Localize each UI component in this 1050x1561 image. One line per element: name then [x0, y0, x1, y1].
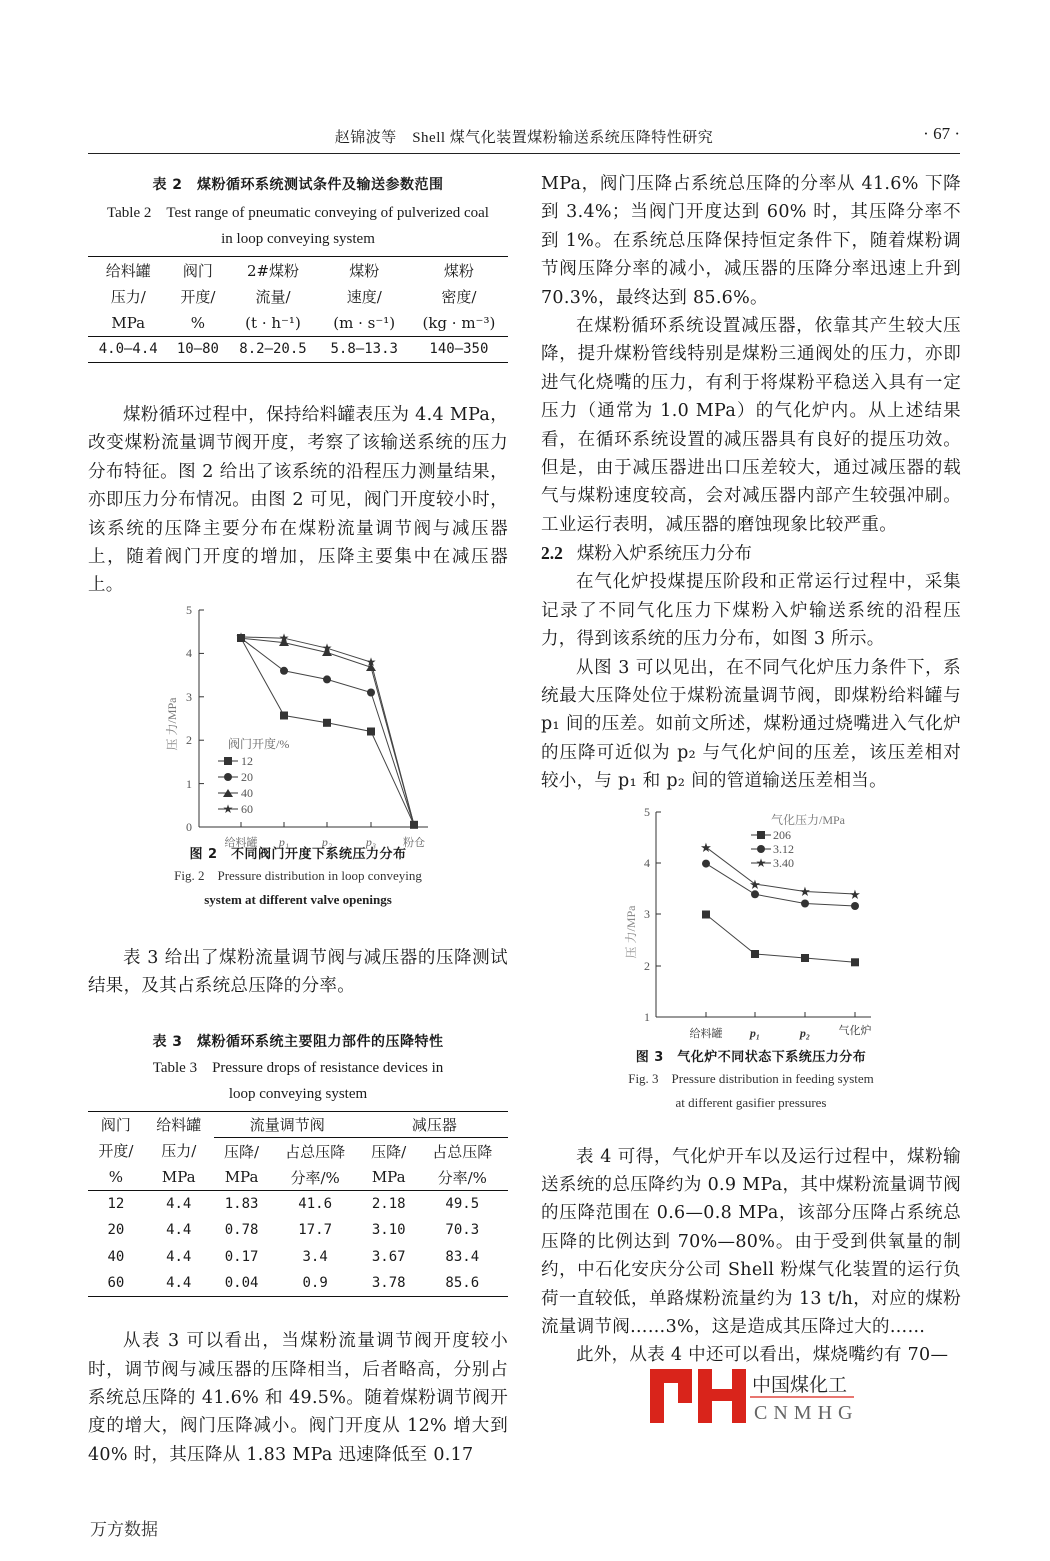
running-header: [88, 124, 960, 154]
circle-marker-icon: [280, 667, 288, 675]
th: MPa: [371, 1168, 406, 1187]
square-marker-icon: [367, 727, 375, 735]
legend-label: 3.12: [773, 841, 794, 856]
fig3-caption-cn: 图 3 气化炉不同状态下系统压力分布: [635, 1049, 867, 1065]
th: 占总压降: [432, 1142, 493, 1161]
x-tick: 给料罐: [224, 836, 258, 849]
td: 85.6: [417, 1270, 508, 1297]
section-heading: [541, 539, 961, 568]
x-tick: 给料罐: [689, 1027, 723, 1040]
x-tick: p₁: [278, 834, 290, 849]
paragraph: 表 3 给出了煤粉流量调节阀与减压器的压降测试结果，及其占系统总压降的分率。: [88, 947, 508, 997]
star-marker-icon: ★: [700, 839, 712, 855]
circle-marker-icon: [702, 859, 710, 867]
square-marker-icon: [280, 711, 288, 719]
table3: [88, 1111, 508, 1298]
td: 41.6: [269, 1191, 360, 1218]
td: 3.78: [361, 1270, 417, 1297]
td: 140—350: [410, 336, 508, 363]
legend-label: 60: [241, 801, 253, 816]
paragraph: 从表 3 可以看出，当煤粉流量调节阀开度较小时，调节阀与减压器的压降相当，后者略高，分别占系统总压降的 41.6% 和 49.5%。随着煤粉调节阀开度的增大，阀门压降减小。阀门开度从 12% 增大到 40% 时，其压降从 1.83 MPa 迅速降低至 0.17: [88, 1331, 508, 1465]
y-axis-label: 压 力/MPa: [165, 697, 179, 751]
square-marker-icon: [801, 954, 809, 962]
table-row: [88, 1244, 508, 1271]
td: 4.4: [144, 1191, 214, 1218]
legend-title: 阀门开度/%: [228, 736, 290, 751]
table-header-row: [88, 257, 508, 284]
th: 开度/: [180, 287, 216, 306]
y-tick: 4: [186, 645, 192, 660]
y-tick: 3: [644, 906, 650, 921]
series-40-line: [241, 638, 414, 825]
running-title: 赵锦波等 Shell 煤气化装置煤粉输送系统压降特性研究: [334, 130, 714, 146]
td: 1.83: [214, 1191, 270, 1218]
table-header-row: [88, 1111, 508, 1138]
x-tick: p₃: [365, 834, 377, 849]
y-tick: 4: [644, 855, 650, 870]
table3-caption-cn: 表 3 煤粉循环系统主要阻力部件的压降特性: [152, 1033, 444, 1050]
page-number: · 67 ·: [923, 124, 960, 143]
td: 4.4: [144, 1270, 214, 1297]
x-tick: p₂: [321, 834, 333, 849]
fig2-caption-en-1: Fig. 2 Pressure distribution in loop conveying: [174, 867, 422, 883]
y-tick: 2: [186, 732, 192, 747]
td: 40: [107, 1248, 125, 1265]
y-tick: 2: [644, 958, 650, 973]
circle-marker-icon: [757, 845, 765, 853]
y-tick: 5: [186, 602, 192, 617]
td: 0.78: [224, 1222, 259, 1239]
td: 3.67: [371, 1248, 406, 1265]
square-marker-icon: [323, 719, 331, 727]
table2-caption-en-1: Table 2 Test range of pneumatic conveying of pulverized coal: [107, 205, 489, 221]
paragraph: 在煤粉循环系统设置减压器，依靠其产生较大压降，提升煤粉管线特别是煤粉三通阀处的压力，亦即进气化烧嘴的压力，有利于将煤粉平稳送入具有一定压力（通常为 1.0 MPa）的气化炉内。从上述结果看，在循环系统设置的减压器具有良好的提压功效。但是，由于减压器进出口压差较大，通过减压器的载气与煤粉速度较高，会对减压器内部产生较强冲刷。工业运行表明，减压器的磨蚀现象比较严重。: [541, 316, 961, 535]
td: 0.9: [269, 1270, 360, 1297]
y-axis-label: 压 力/MPa: [624, 905, 638, 959]
th: 占总压降: [285, 1142, 346, 1161]
table-header-row: [88, 1138, 508, 1165]
table-header-row: [88, 283, 508, 310]
legend-label: 20: [241, 769, 253, 784]
th: 压降/: [371, 1142, 407, 1161]
fig3-chart: [541, 802, 961, 1042]
td: 8.2—20.5: [227, 336, 318, 363]
series-206-line: [706, 914, 855, 962]
th: 分率/%: [437, 1168, 487, 1187]
square-marker-icon: [851, 958, 859, 966]
table-row: [88, 1217, 508, 1244]
td: 4.4: [166, 1222, 192, 1239]
td: 60: [88, 1270, 144, 1297]
star-marker-icon: ★: [749, 876, 761, 892]
legend-label: 3.40: [773, 855, 794, 870]
x-tick: p₁: [749, 1025, 761, 1040]
table-header-row: [88, 310, 508, 337]
square-marker-icon: [702, 910, 710, 918]
th: (t · h⁻¹): [245, 313, 301, 332]
th: %: [108, 1168, 123, 1187]
fig2-chart: [88, 602, 508, 849]
star-marker-icon: ★: [321, 640, 333, 655]
th: 给料罐: [144, 1111, 214, 1138]
legend-title: 气化压力/MPa: [771, 812, 846, 827]
th: 压力/: [161, 1142, 197, 1161]
th: 压力/: [110, 287, 146, 306]
x-tick: 气化炉: [838, 1024, 872, 1037]
td: 12: [88, 1191, 144, 1218]
legend-label: 206: [773, 827, 791, 842]
th-group: 流量调节阀: [214, 1111, 361, 1138]
paragraph: 在气化炉投煤提压阶段和正常运行过程中，采集记录了不同气化压力下煤粉入炉输送系统的沿程压力，得到该系统的压力分布，如图 3 所示。: [541, 572, 961, 650]
table-row: [88, 1270, 508, 1297]
table3-caption-en-2: loop conveying system: [228, 1085, 368, 1102]
legend-label: 40: [241, 785, 253, 800]
td: 0.17: [224, 1248, 259, 1265]
x-tick: p₂: [799, 1025, 811, 1040]
fig2-caption-en-2: system at different valve openings: [204, 891, 392, 907]
th-group: 减压器: [361, 1111, 508, 1138]
y-tick: 0: [186, 819, 192, 834]
td: 20: [107, 1222, 125, 1239]
th: MPa: [161, 1168, 196, 1187]
table2-caption-en-2: in loop conveying system: [221, 231, 375, 247]
star-marker-icon: ★: [755, 855, 767, 870]
x-tick: 粉仓: [403, 836, 425, 849]
section-title: 煤粉入炉系统压力分布: [576, 544, 752, 565]
left-column: [88, 170, 508, 1469]
th: 2#煤粉: [227, 257, 318, 284]
watermark-en: CNMHG: [754, 1402, 859, 1424]
th: 煤粉: [319, 257, 410, 284]
th: (m · s⁻¹): [333, 313, 396, 332]
y-tick: 1: [644, 1009, 650, 1024]
table-row: [88, 336, 508, 363]
paragraph: 从图 3 可以见出，在不同气化炉压力条件下，系统最大压降处位于煤粉流量调节阀，即煤粉给料罐与 p₁ 间的压差。如前文所述，煤粉通过烧嘴进入气化炉的压降可近似为 p₂ 与气化炉间的压差，该压差相对较小，与 p₁ 和 p₂ 间的管道输送压差相当。: [541, 657, 961, 792]
paragraph: 此外，从表 4 中还可以看出，煤烧嘴约有 70—: [576, 1345, 949, 1366]
fig3-caption-en-2: at different gasifier pressures: [675, 1094, 827, 1110]
td: 4.4: [166, 1248, 192, 1265]
th: %: [190, 313, 206, 332]
td: 4.0—4.4: [88, 336, 168, 363]
fig3-legend: [751, 812, 846, 870]
th: 煤粉: [410, 257, 508, 284]
square-marker-icon: [224, 757, 232, 765]
paragraph: MPa，阀门压降占系统总压降的分率从 41.6% 下降到 3.4%；当阀门开度达到 60% 时，其压降分率不到 1%。在系统总压降保持恒定条件下，随着煤粉调节阀压降分率的减小，减压器的压降分率迅速上升到 70.3%，最终达到 85.6%。: [541, 174, 961, 308]
watermark-logo: [648, 1367, 888, 1427]
y-tick: 3: [186, 689, 192, 704]
th: 阀门: [168, 257, 227, 284]
cnmhg-logo-icon: [648, 1367, 888, 1427]
th: 分率/%: [290, 1168, 340, 1187]
th: 阀门: [88, 1111, 144, 1138]
legend-label: 12: [241, 753, 253, 768]
th: (kg · m⁻³): [422, 313, 496, 332]
table-header-row: [88, 1164, 508, 1191]
td: 70.3: [445, 1222, 480, 1239]
star-marker-icon: ★: [799, 883, 811, 899]
table3-caption-en-1: Table 3 Pressure drops of resistance devices in: [152, 1059, 444, 1076]
square-marker-icon: [751, 950, 759, 958]
th: 流量/: [255, 287, 291, 306]
th: 开度/: [98, 1142, 134, 1161]
right-column: [541, 170, 961, 1370]
table2: [88, 256, 508, 363]
paragraph: 表 4 可得，气化炉开车以及运行过程中，煤粉输送系统的总压降约为 0.9 MPa，其中煤粉流量调节阀的压降范围在 0.6—0.8 MPa，该部分压降占系统总压降的比例达到 70%—80%。由于受到供氧量的制约，中石化安庆分公司 Shell 粉煤气化装置的运行负荷一直较低，单路煤粉流量约为 13 t/h，对应的煤粉流量调节阀……3%，这是造成其压降过大的……: [541, 1146, 961, 1337]
star-marker-icon: ★: [235, 629, 247, 644]
th: 速度/: [346, 287, 382, 306]
square-marker-icon: [410, 821, 418, 829]
td: 5.8—13.3: [319, 336, 410, 363]
td: 3.4: [302, 1248, 328, 1265]
td: 2.18: [361, 1191, 417, 1218]
th: 给料罐: [88, 257, 168, 284]
section-number: 2.2: [541, 543, 563, 564]
fig2-caption-cn: 图 2 不同阀门开度下系统压力分布: [189, 846, 407, 862]
paragraph: 煤粉循环过程中，保持给料罐表压为 4.4 MPa，改变煤粉流量调节阀开度，考察了该输送系统的压力分布特征。图 2 给出了该系统的沿程压力测量结果，亦即压力分布情况。由图 2 可见，阀门开度较小时，该系统的压降主要分布在煤粉流量调节阀与减压器上，随着阀门开度的增加，压降主要集中在减压器上。: [88, 405, 508, 596]
circle-marker-icon: [851, 902, 859, 910]
td: 17.7: [298, 1222, 332, 1239]
fig3-caption-en-1: Fig. 3 Pressure distribution in feeding system: [628, 1070, 874, 1086]
square-marker-icon: [757, 831, 765, 839]
table2-caption-cn: 表 2 煤粉循环系统测试条件及输送参数范围: [152, 177, 444, 193]
circle-marker-icon: [224, 773, 232, 781]
footer-source: 万方数据: [90, 1520, 158, 1540]
td: 0.04: [214, 1270, 270, 1297]
th: MPa: [224, 1168, 259, 1187]
circle-marker-icon: [367, 688, 375, 696]
star-marker-icon: ★: [278, 630, 290, 645]
table-row: [88, 1191, 508, 1218]
circle-marker-icon: [801, 899, 809, 907]
td: 3.10: [371, 1222, 406, 1239]
td: 83.4: [445, 1248, 480, 1265]
th: 密度/: [441, 287, 477, 306]
fig2-legend: [218, 736, 289, 816]
y-tick: 1: [186, 776, 192, 791]
td: 49.5: [417, 1191, 508, 1218]
watermark-cn: 中国煤化工: [752, 1375, 848, 1396]
star-marker-icon: ★: [849, 886, 861, 902]
circle-marker-icon: [323, 675, 331, 683]
th: MPa: [111, 313, 146, 332]
star-marker-icon: ★: [222, 801, 234, 816]
th: 压降/: [224, 1142, 260, 1161]
td: 10—80: [168, 336, 227, 363]
star-marker-icon: ★: [365, 654, 377, 669]
y-tick: 5: [644, 804, 650, 819]
